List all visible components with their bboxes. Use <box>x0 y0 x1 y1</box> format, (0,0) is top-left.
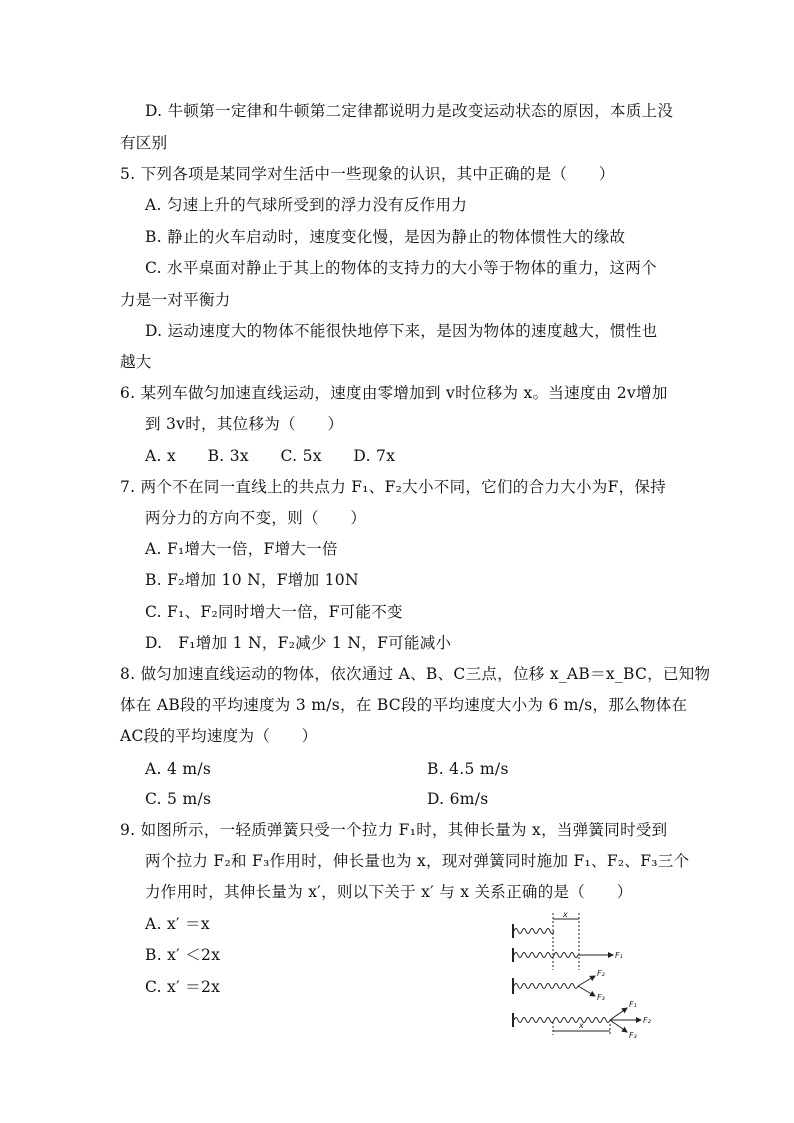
x-label-top: x <box>563 910 568 919</box>
q8-stem-line1: 8. 做匀加速直线运动的物体，依次通过 A、B、C三点，位移 x_AB＝x_BC，已知物 <box>120 665 711 683</box>
q9-option-a: A. x′ ＝x <box>145 915 210 933</box>
q9-option-b: B. x′ ＜2x <box>145 946 221 964</box>
spring-1 <box>514 929 554 934</box>
f1-label: F₁ <box>615 951 623 960</box>
f1b-label: F₁ <box>629 1000 637 1009</box>
q5-option-c-line1: C. 水平桌面对静止于其上的物体的支持力的大小等于物体的重力，这两个 <box>145 259 657 277</box>
q8-stem-line3: AC段的平均速度为（ ） <box>120 727 318 745</box>
q5-option-a: A. 匀速上升的气球所受到的浮力没有反作用力 <box>145 196 468 214</box>
q9-stem-line2: 两个拉力 F₂和 F₃作用时，伸长量也为 x，现对弹簧同时施加 F₁、F₂、F₃三个 <box>145 852 690 870</box>
f3b-label: F₃ <box>629 1031 637 1040</box>
spring-4 <box>514 1018 610 1023</box>
q5-option-b: B. 静止的火车启动时，速度变化慢，是因为静止的物体惯性大的缘故 <box>145 228 626 246</box>
spring-2 <box>514 953 578 958</box>
q6-stem-line2: 到 3v时，其位移为（ ） <box>145 415 344 433</box>
q7-stem-line2: 两分力的方向不变，则（ ） <box>145 509 367 527</box>
q9-stem-line3: 力作用时，其伸长量为 x′，则以下关于 x′ 与 x 关系正确的是（ ） <box>145 883 633 901</box>
f3-label: F₃ <box>597 993 605 1002</box>
spring-3 <box>514 984 578 989</box>
q4-option-d-line2: 有区别 <box>120 134 168 152</box>
q4-option-d-line1: D. 牛顿第一定律和牛顿第二定律都说明力是改变运动状态的原因，本质上没 <box>145 102 674 120</box>
q8-option-a: A. 4 m/s <box>145 760 212 778</box>
q5-option-d-line2: 越大 <box>120 353 152 371</box>
spring-diagram <box>505 910 665 1040</box>
q7-stem-line1: 7. 两个不在同一直线上的共点力 F₁、F₂大小不同，它们的合力大小为F，保持 <box>120 478 667 496</box>
q6-options: A. x B. 3x C. 5x D. 7x <box>145 447 396 465</box>
q5-stem: 5. 下列各项是某同学对生活中一些现象的认识，其中正确的是（ ） <box>120 165 615 183</box>
x-label-bottom: x <box>579 1021 584 1030</box>
f2b-label: F₂ <box>643 1016 651 1025</box>
q8-stem-line2: 体在 AB段的平均速度为 3 m/s，在 BC段的平均速度大小为 6 m/s，那么物体在 <box>120 696 688 714</box>
q9-option-c: C. x′ ＝2x <box>145 978 221 996</box>
q5-option-c-line2: 力是一对平衡力 <box>120 291 231 309</box>
q8-option-b: B. 4.5 m/s <box>427 760 509 778</box>
q5-option-d-line1: D. 运动速度大的物体不能很快地停下来，是因为物体的速度越大，惯性也 <box>145 322 658 340</box>
q9-stem-line1: 9. 如图所示，一轻质弹簧只受一个拉力 F₁时，其伸长量为 x，当弹簧同时受到 <box>120 821 668 839</box>
q8-option-c: C. 5 m/s <box>145 790 212 808</box>
q7-option-c: C. F₁、F₂同时增大一倍，F可能不变 <box>145 603 403 621</box>
q7-option-b: B. F₂增加 10 N，F增加 10N <box>145 571 359 589</box>
q6-stem-line1: 6. 某列车做匀加速直线运动，速度由零增加到 v时位移为 x。当速度由 2v增加 <box>120 384 668 402</box>
q8-option-d: D. 6m/s <box>427 790 489 808</box>
f2-label: F₂ <box>597 969 605 978</box>
q7-option-d: D. F₁增加 1 N，F₂减少 1 N，F可能减小 <box>145 634 452 652</box>
q7-option-a: A. F₁增大一倍，F增大一倍 <box>145 540 338 558</box>
